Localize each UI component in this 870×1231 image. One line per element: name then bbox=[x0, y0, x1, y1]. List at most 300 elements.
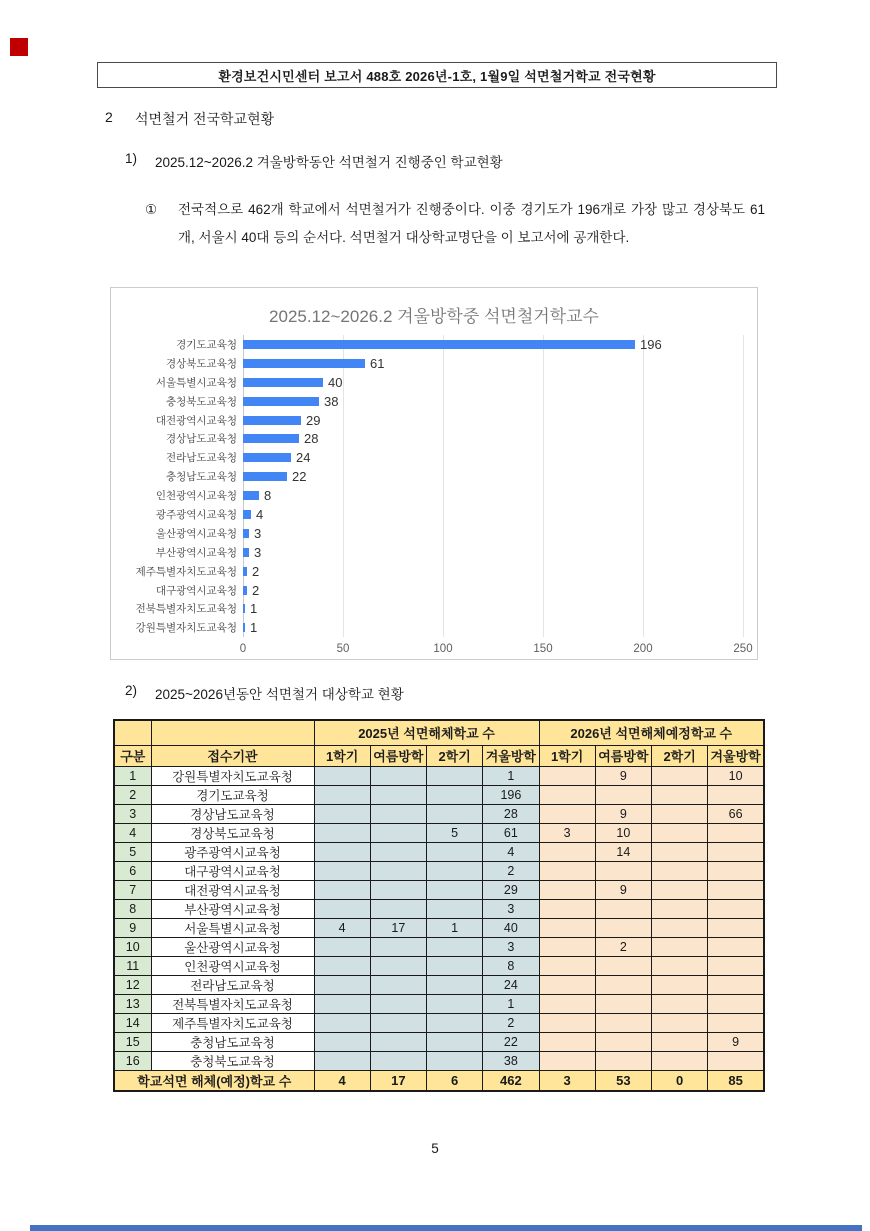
table-cell bbox=[708, 1051, 764, 1070]
summary-table bbox=[113, 719, 765, 1092]
col-header: 여름방학 bbox=[370, 745, 426, 766]
chart-category-label: 대구광역시교육청 bbox=[155, 584, 237, 597]
table-cell bbox=[595, 1013, 651, 1032]
empty-header-cell bbox=[114, 720, 151, 745]
report-header-box bbox=[97, 62, 777, 88]
chart-row bbox=[111, 524, 757, 543]
chart-bar-track bbox=[243, 450, 757, 465]
table-cell bbox=[427, 804, 483, 823]
row-number-cell: 7 bbox=[114, 880, 151, 899]
table-cell bbox=[595, 994, 651, 1013]
chart-category-label: 경기도교육청 bbox=[176, 338, 237, 351]
chart-bar-value: 28 bbox=[304, 431, 319, 447]
chart-bar bbox=[243, 510, 251, 519]
row-number-cell: 6 bbox=[114, 861, 151, 880]
circled-one-marker: ① bbox=[145, 202, 158, 217]
table-cell bbox=[370, 804, 426, 823]
table-cell: 17 bbox=[370, 918, 426, 937]
section-heading bbox=[105, 109, 274, 129]
chart-bar-value: 8 bbox=[264, 488, 272, 504]
row-number-cell: 8 bbox=[114, 899, 151, 918]
table-cell: 1 bbox=[483, 766, 539, 785]
chart-bar-value: 2 bbox=[252, 563, 260, 579]
page-number: 5 bbox=[431, 1141, 439, 1156]
table-cell bbox=[708, 956, 764, 975]
col-header: 여름방학 bbox=[595, 745, 651, 766]
chart-bar-track bbox=[243, 526, 757, 541]
table-cell bbox=[539, 937, 595, 956]
table-cell bbox=[539, 956, 595, 975]
subsection2-title: 2025~2026년동안 석면철거 대상학교 현황 bbox=[155, 687, 404, 702]
table-cell bbox=[652, 1013, 708, 1032]
table-cell bbox=[708, 899, 764, 918]
chart-bar-track bbox=[243, 507, 757, 522]
chart-row bbox=[111, 411, 757, 430]
table-cell: 66 bbox=[708, 804, 764, 823]
col-header: 구분 bbox=[114, 745, 151, 766]
table-cell bbox=[652, 918, 708, 937]
table-cell bbox=[427, 880, 483, 899]
table-cell bbox=[539, 1013, 595, 1032]
chart-row bbox=[111, 335, 757, 354]
row-number-cell: 10 bbox=[114, 937, 151, 956]
subsection1-title: 2025.12~2026.2 겨울방학동안 석면철거 진행중인 학교현황 bbox=[155, 155, 503, 170]
org-name-cell: 제주특별자치도교육청 bbox=[151, 1013, 314, 1032]
table-cell bbox=[652, 880, 708, 899]
table-cell: 9 bbox=[595, 766, 651, 785]
table-cell bbox=[652, 842, 708, 861]
chart-bar bbox=[243, 586, 247, 595]
total-value-cell: 53 bbox=[595, 1070, 651, 1091]
table-cell: 4 bbox=[483, 842, 539, 861]
total-label-cell: 학교석면 해체(예정)학교 수 bbox=[114, 1070, 314, 1091]
table-cell: 2 bbox=[483, 861, 539, 880]
table-row bbox=[114, 880, 764, 899]
chart-row bbox=[111, 448, 757, 467]
org-name-cell: 전북특별자치도교육청 bbox=[151, 994, 314, 1013]
table-cell: 22 bbox=[483, 1032, 539, 1051]
chart-bar-track bbox=[243, 394, 757, 409]
chart-row bbox=[111, 581, 757, 600]
table-cell bbox=[595, 861, 651, 880]
table-group-header-row bbox=[114, 720, 764, 745]
row-number-cell: 4 bbox=[114, 823, 151, 842]
table-cell: 196 bbox=[483, 785, 539, 804]
table-cell bbox=[708, 880, 764, 899]
table-cell bbox=[539, 766, 595, 785]
chart-bar bbox=[243, 340, 635, 349]
table-cell: 9 bbox=[595, 804, 651, 823]
table-cell bbox=[314, 880, 370, 899]
table-row bbox=[114, 956, 764, 975]
chart-row bbox=[111, 505, 757, 524]
empty-header-cell bbox=[151, 720, 314, 745]
table-header-row bbox=[114, 745, 764, 766]
chart-row bbox=[111, 543, 757, 562]
summary-paragraph-text: 전국적으로 462개 학교에서 석면철거가 진행중이다. 이중 경기도가 196개로 가장 많고 경상북도 61개, 서울시 40대 등의 순서다. 석면철거 대상학교명단을 이 보고서에 공개한다. bbox=[178, 202, 765, 245]
row-number-cell: 13 bbox=[114, 994, 151, 1013]
bar-chart bbox=[110, 287, 758, 660]
table-row bbox=[114, 918, 764, 937]
table-cell bbox=[595, 1051, 651, 1070]
table-cell: 40 bbox=[483, 918, 539, 937]
table-cell bbox=[708, 785, 764, 804]
table-cell bbox=[708, 918, 764, 937]
table-cell: 1 bbox=[483, 994, 539, 1013]
chart-bar bbox=[243, 416, 301, 425]
table-row bbox=[114, 937, 764, 956]
table-cell bbox=[652, 1051, 708, 1070]
table-cell bbox=[652, 975, 708, 994]
col-header: 2학기 bbox=[652, 745, 708, 766]
table-cell: 24 bbox=[483, 975, 539, 994]
chart-bar-track bbox=[243, 564, 757, 579]
chart-row bbox=[111, 467, 757, 486]
total-value-cell: 0 bbox=[652, 1070, 708, 1091]
table-cell bbox=[652, 899, 708, 918]
chart-x-axis bbox=[239, 643, 753, 659]
x-tick-label: 250 bbox=[733, 643, 753, 655]
summary-paragraph bbox=[145, 196, 765, 252]
subsection1-number: 1) bbox=[125, 151, 138, 166]
table-cell: 1 bbox=[427, 918, 483, 937]
table-cell bbox=[539, 880, 595, 899]
org-name-cell: 광주광역시교육청 bbox=[151, 842, 314, 861]
chart-bar-track bbox=[243, 375, 757, 390]
total-value-cell: 3 bbox=[539, 1070, 595, 1091]
table-row bbox=[114, 766, 764, 785]
table-cell: 3 bbox=[483, 937, 539, 956]
org-name-cell: 울산광역시교육청 bbox=[151, 937, 314, 956]
col-header: 1학기 bbox=[314, 745, 370, 766]
x-tick-label: 150 bbox=[533, 643, 553, 655]
chart-bar-track bbox=[243, 413, 757, 428]
table-row bbox=[114, 994, 764, 1013]
table-cell bbox=[539, 899, 595, 918]
section-number: 2 bbox=[105, 109, 113, 125]
chart-bar-track bbox=[243, 469, 757, 484]
table-cell bbox=[652, 994, 708, 1013]
table-cell bbox=[427, 861, 483, 880]
col-header: 접수기관 bbox=[151, 745, 314, 766]
chart-bar-value: 38 bbox=[324, 393, 339, 409]
chart-bar-track bbox=[243, 431, 757, 446]
table-cell bbox=[427, 937, 483, 956]
chart-category-label: 충청남도교육청 bbox=[165, 471, 237, 484]
chart-bar-value: 4 bbox=[256, 506, 264, 522]
org-name-cell: 충청북도교육청 bbox=[151, 1051, 314, 1070]
row-number-cell: 15 bbox=[114, 1032, 151, 1051]
table-cell bbox=[314, 975, 370, 994]
table-cell: 5 bbox=[427, 823, 483, 842]
table-cell bbox=[370, 1013, 426, 1032]
table-cell bbox=[427, 975, 483, 994]
col-header: 1학기 bbox=[539, 745, 595, 766]
subsection1-heading bbox=[125, 151, 503, 171]
chart-bar-track bbox=[243, 337, 757, 352]
org-name-cell: 부산광역시교육청 bbox=[151, 899, 314, 918]
table-cell bbox=[314, 804, 370, 823]
org-name-cell: 인천광역시교육청 bbox=[151, 956, 314, 975]
table-cell bbox=[370, 823, 426, 842]
x-tick-label: 200 bbox=[633, 643, 653, 655]
subsection2-heading bbox=[125, 683, 404, 703]
table-cell bbox=[370, 994, 426, 1013]
table-cell bbox=[539, 975, 595, 994]
row-number-cell: 14 bbox=[114, 1013, 151, 1032]
chart-bar-value: 61 bbox=[370, 355, 385, 371]
table-cell bbox=[427, 956, 483, 975]
table-cell bbox=[427, 766, 483, 785]
table-cell bbox=[370, 937, 426, 956]
chart-category-label: 경상남도교육청 bbox=[165, 433, 237, 446]
table-cell bbox=[314, 1051, 370, 1070]
table-cell bbox=[652, 804, 708, 823]
table-cell bbox=[539, 804, 595, 823]
row-number-cell: 2 bbox=[114, 785, 151, 804]
total-value-cell: 85 bbox=[708, 1070, 764, 1091]
chart-category-label: 울산광역시교육청 bbox=[155, 527, 237, 540]
chart-row bbox=[111, 486, 757, 505]
chart-category-label: 부산광역시교육청 bbox=[155, 546, 237, 559]
chart-title: 2025.12~2026.2 겨울방학중 석면철거학교수 bbox=[269, 307, 599, 326]
table-cell bbox=[595, 956, 651, 975]
table-cell bbox=[314, 899, 370, 918]
chart-row bbox=[111, 599, 757, 618]
table-cell: 9 bbox=[595, 880, 651, 899]
chart-bar bbox=[243, 434, 299, 443]
table-cell bbox=[370, 880, 426, 899]
table-cell bbox=[427, 1051, 483, 1070]
chart-bar bbox=[243, 529, 249, 538]
chart-category-label: 충청북도교육청 bbox=[165, 395, 237, 408]
table-cell bbox=[370, 842, 426, 861]
table-row bbox=[114, 804, 764, 823]
row-number-cell: 16 bbox=[114, 1051, 151, 1070]
table-cell bbox=[370, 956, 426, 975]
table-cell bbox=[314, 1032, 370, 1051]
chart-bar bbox=[243, 548, 249, 557]
table-cell bbox=[370, 785, 426, 804]
org-name-cell: 대구광역시교육청 bbox=[151, 861, 314, 880]
table-cell bbox=[314, 785, 370, 804]
chart-bar-value: 2 bbox=[252, 582, 260, 598]
chart-category-label: 제주특별자치도교육청 bbox=[135, 565, 237, 578]
table-cell: 38 bbox=[483, 1051, 539, 1070]
chart-category-label: 경상북도교육청 bbox=[165, 357, 237, 370]
chart-bar-track bbox=[243, 356, 757, 371]
chart-bar-track bbox=[243, 620, 757, 635]
table-cell bbox=[595, 975, 651, 994]
table-cell bbox=[708, 937, 764, 956]
table-cell bbox=[652, 766, 708, 785]
chart-bar bbox=[243, 491, 259, 500]
chart-category-label: 강원특별자치도교육청 bbox=[135, 622, 237, 635]
chart-rows bbox=[111, 335, 757, 637]
table-cell: 61 bbox=[483, 823, 539, 842]
chart-row bbox=[111, 373, 757, 392]
total-value-cell: 462 bbox=[483, 1070, 539, 1091]
section-title: 석면철거 전국학교현황 bbox=[135, 111, 275, 127]
table-cell bbox=[539, 861, 595, 880]
chart-bar-value: 196 bbox=[640, 336, 662, 352]
table-cell bbox=[652, 956, 708, 975]
chart-bar bbox=[243, 453, 291, 462]
chart-category-label: 전북특별자치도교육청 bbox=[135, 603, 237, 616]
chart-bar-track bbox=[243, 601, 757, 616]
table-cell: 3 bbox=[483, 899, 539, 918]
chart-bar bbox=[243, 397, 319, 406]
table-cell bbox=[427, 785, 483, 804]
chart-row bbox=[111, 354, 757, 373]
subsection2-number: 2) bbox=[125, 683, 138, 698]
chart-bar-value: 1 bbox=[250, 620, 258, 636]
chart-row bbox=[111, 562, 757, 581]
table-body bbox=[114, 720, 764, 1091]
table-cell bbox=[427, 1013, 483, 1032]
table-cell bbox=[708, 1013, 764, 1032]
table-cell bbox=[427, 842, 483, 861]
table-row bbox=[114, 899, 764, 918]
table-cell: 2 bbox=[483, 1013, 539, 1032]
org-name-cell: 강원특별자치도교육청 bbox=[151, 766, 314, 785]
col-header: 겨울방학 bbox=[708, 745, 764, 766]
table-cell bbox=[314, 937, 370, 956]
red-square-marker bbox=[10, 38, 28, 56]
table-cell bbox=[595, 785, 651, 804]
chart-bar bbox=[243, 567, 247, 576]
table-cell bbox=[652, 861, 708, 880]
table-cell bbox=[539, 994, 595, 1013]
table-cell bbox=[370, 975, 426, 994]
table-row bbox=[114, 823, 764, 842]
bottom-blue-bar bbox=[30, 1225, 862, 1231]
table-row bbox=[114, 1013, 764, 1032]
table-cell bbox=[539, 1032, 595, 1051]
table-cell: 4 bbox=[314, 918, 370, 937]
table-total-row bbox=[114, 1070, 764, 1091]
org-name-cell: 충청남도교육청 bbox=[151, 1032, 314, 1051]
table-cell bbox=[539, 785, 595, 804]
table-cell: 14 bbox=[595, 842, 651, 861]
chart-bar bbox=[243, 472, 287, 481]
x-tick-label: 50 bbox=[336, 643, 350, 655]
table-cell bbox=[427, 1032, 483, 1051]
table-cell bbox=[595, 918, 651, 937]
chart-row bbox=[111, 392, 757, 411]
table-cell bbox=[652, 823, 708, 842]
chart-bar bbox=[243, 378, 323, 387]
org-name-cell: 경상북도교육청 bbox=[151, 823, 314, 842]
chart-bar-value: 24 bbox=[296, 450, 311, 466]
table-cell bbox=[595, 899, 651, 918]
table-cell bbox=[314, 994, 370, 1013]
table-cell bbox=[708, 994, 764, 1013]
total-value-cell: 4 bbox=[314, 1070, 370, 1091]
table-row bbox=[114, 1051, 764, 1070]
table-cell bbox=[314, 1013, 370, 1032]
table-cell bbox=[370, 766, 426, 785]
total-value-cell: 6 bbox=[427, 1070, 483, 1091]
table-cell bbox=[708, 842, 764, 861]
table-cell bbox=[708, 861, 764, 880]
row-number-cell: 9 bbox=[114, 918, 151, 937]
table-cell bbox=[314, 956, 370, 975]
table-cell bbox=[539, 1051, 595, 1070]
chart-bar bbox=[243, 359, 365, 368]
total-value-cell: 17 bbox=[370, 1070, 426, 1091]
table-row bbox=[114, 1032, 764, 1051]
chart-bar-value: 3 bbox=[254, 544, 262, 560]
table-cell bbox=[370, 1051, 426, 1070]
table-cell bbox=[314, 861, 370, 880]
group-header-2026: 2026년 석면해체예정학교 수 bbox=[539, 720, 764, 745]
chart-category-label: 광주광역시교육청 bbox=[155, 508, 237, 521]
chart-bar-value: 22 bbox=[292, 469, 307, 485]
table-cell bbox=[314, 842, 370, 861]
org-name-cell: 서울특별시교육청 bbox=[151, 918, 314, 937]
chart-bar bbox=[243, 604, 245, 613]
table-cell bbox=[708, 823, 764, 842]
org-name-cell: 경기도교육청 bbox=[151, 785, 314, 804]
table-cell: 10 bbox=[708, 766, 764, 785]
col-header: 2학기 bbox=[427, 745, 483, 766]
table-cell: 9 bbox=[708, 1032, 764, 1051]
chart-bar-value: 3 bbox=[254, 525, 262, 541]
table-cell bbox=[652, 937, 708, 956]
table-cell bbox=[314, 766, 370, 785]
table-row bbox=[114, 842, 764, 861]
table-cell bbox=[427, 899, 483, 918]
table-cell bbox=[595, 1032, 651, 1051]
chart-bar-track bbox=[243, 583, 757, 598]
chart-category-label: 대전광역시교육청 bbox=[155, 414, 237, 427]
table-cell: 29 bbox=[483, 880, 539, 899]
table-cell bbox=[427, 994, 483, 1013]
row-number-cell: 12 bbox=[114, 975, 151, 994]
chart-bar bbox=[243, 623, 245, 632]
table-row bbox=[114, 785, 764, 804]
table-cell bbox=[539, 918, 595, 937]
col-header: 겨울방학 bbox=[483, 745, 539, 766]
summary-table-wrap bbox=[113, 719, 765, 1092]
org-name-cell: 대전광역시교육청 bbox=[151, 880, 314, 899]
table-cell: 3 bbox=[539, 823, 595, 842]
table-cell: 8 bbox=[483, 956, 539, 975]
chart-bar-value: 29 bbox=[306, 412, 321, 428]
row-number-cell: 1 bbox=[114, 766, 151, 785]
table-cell bbox=[370, 899, 426, 918]
table-row bbox=[114, 975, 764, 994]
chart-row bbox=[111, 429, 757, 448]
table-cell bbox=[652, 785, 708, 804]
chart-bar-value: 40 bbox=[328, 374, 343, 390]
org-name-cell: 전라남도교육청 bbox=[151, 975, 314, 994]
table-cell bbox=[539, 842, 595, 861]
chart-category-label: 전라남도교육청 bbox=[165, 452, 237, 465]
chart-category-label: 서울특별시교육청 bbox=[155, 376, 237, 389]
x-tick-label: 0 bbox=[239, 643, 247, 655]
table-cell bbox=[314, 823, 370, 842]
chart-bar-value: 1 bbox=[250, 601, 258, 617]
table-cell: 10 bbox=[595, 823, 651, 842]
row-number-cell: 5 bbox=[114, 842, 151, 861]
row-number-cell: 11 bbox=[114, 956, 151, 975]
table-cell bbox=[652, 1032, 708, 1051]
chart-bar-track bbox=[243, 488, 757, 503]
chart-row bbox=[111, 618, 757, 637]
chart-bar-track bbox=[243, 545, 757, 560]
